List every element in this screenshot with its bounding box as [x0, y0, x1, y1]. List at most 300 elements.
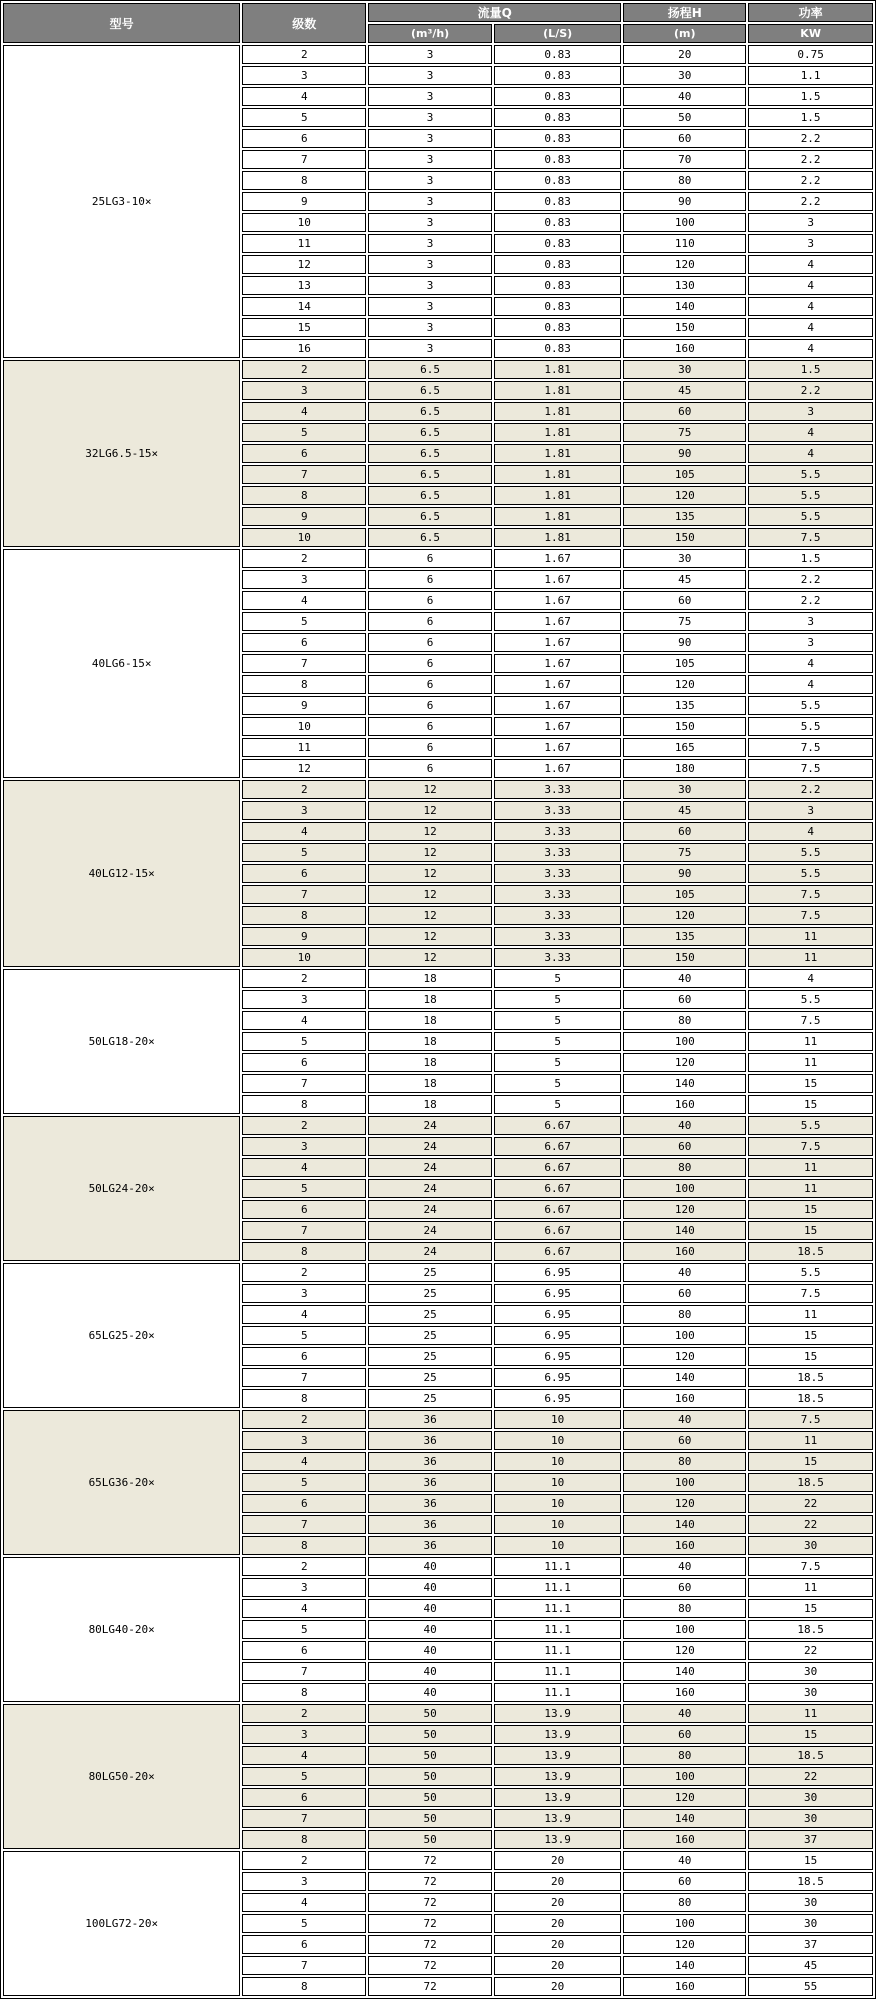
power-cell: 11: [748, 948, 873, 967]
flow-m3h-cell: 6: [368, 738, 492, 757]
power-cell: 1.5: [748, 108, 873, 127]
column-header-model: 型号: [3, 3, 240, 43]
table-row: [3, 1410, 873, 1429]
head-cell: 150: [623, 948, 746, 967]
flow-ls-cell: 11.1: [494, 1620, 621, 1639]
power-cell: 7.5: [748, 1410, 873, 1429]
model-group: [3, 360, 873, 547]
stages-cell: 7: [242, 1221, 366, 1240]
flow-m3h-cell: 36: [368, 1473, 492, 1492]
stages-cell: 8: [242, 1683, 366, 1702]
flow-m3h-cell: 6: [368, 717, 492, 736]
model-group: [3, 969, 873, 1114]
head-cell: 100: [623, 1767, 746, 1786]
head-cell: 70: [623, 150, 746, 169]
flow-m3h-cell: 72: [368, 1956, 492, 1975]
stages-cell: 5: [242, 423, 366, 442]
stages-cell: 10: [242, 213, 366, 232]
flow-ls-cell: 6.67: [494, 1221, 621, 1240]
flow-ls-cell: 13.9: [494, 1767, 621, 1786]
flow-m3h-cell: 50: [368, 1767, 492, 1786]
flow-ls-cell: 20: [494, 1893, 621, 1912]
power-cell: 5.5: [748, 990, 873, 1009]
stages-cell: 6: [242, 1347, 366, 1366]
model-group: [3, 1557, 873, 1702]
power-cell: 7.5: [748, 528, 873, 547]
stages-cell: 14: [242, 297, 366, 316]
flow-m3h-cell: 6: [368, 612, 492, 631]
stages-cell: 3: [242, 1431, 366, 1450]
power-cell: 18.5: [748, 1368, 873, 1387]
power-cell: 4: [748, 318, 873, 337]
head-cell: 30: [623, 360, 746, 379]
head-cell: 20: [623, 45, 746, 64]
stages-cell: 5: [242, 108, 366, 127]
flow-ls-cell: 1.67: [494, 633, 621, 652]
head-cell: 40: [623, 1851, 746, 1870]
stages-cell: 10: [242, 528, 366, 547]
flow-m3h-cell: 6: [368, 633, 492, 652]
flow-ls-cell: 6.95: [494, 1263, 621, 1282]
stages-cell: 7: [242, 1956, 366, 1975]
stages-cell: 3: [242, 381, 366, 400]
head-cell: 80: [623, 171, 746, 190]
head-cell: 120: [623, 255, 746, 274]
power-cell: 7.5: [748, 738, 873, 757]
stages-cell: 7: [242, 654, 366, 673]
stages-cell: 6: [242, 1788, 366, 1807]
flow-m3h-cell: 24: [368, 1242, 492, 1261]
flow-m3h-cell: 72: [368, 1914, 492, 1933]
power-cell: 30: [748, 1662, 873, 1681]
flow-ls-cell: 3.33: [494, 948, 621, 967]
column-header-flow-ls: (L/S): [494, 24, 621, 43]
flow-ls-cell: 1.81: [494, 423, 621, 442]
stages-cell: 8: [242, 171, 366, 190]
flow-m3h-cell: 3: [368, 318, 492, 337]
head-cell: 60: [623, 591, 746, 610]
power-cell: 15: [748, 1095, 873, 1114]
table-row: [3, 360, 873, 379]
model-cell: 50LG24-20×: [3, 1116, 240, 1261]
flow-ls-cell: 3.33: [494, 843, 621, 862]
flow-m3h-cell: 24: [368, 1200, 492, 1219]
head-cell: 105: [623, 654, 746, 673]
head-cell: 140: [623, 1074, 746, 1093]
flow-m3h-cell: 40: [368, 1683, 492, 1702]
power-cell: 2.2: [748, 570, 873, 589]
head-cell: 30: [623, 780, 746, 799]
flow-m3h-cell: 72: [368, 1935, 492, 1954]
stages-cell: 6: [242, 633, 366, 652]
head-cell: 90: [623, 444, 746, 463]
stages-cell: 7: [242, 150, 366, 169]
head-cell: 45: [623, 381, 746, 400]
table-row: [3, 1704, 873, 1723]
power-cell: 2.2: [748, 381, 873, 400]
flow-ls-cell: 3.33: [494, 801, 621, 820]
flow-ls-cell: 6.67: [494, 1242, 621, 1261]
stages-cell: 4: [242, 1305, 366, 1324]
head-cell: 105: [623, 465, 746, 484]
head-cell: 60: [623, 990, 746, 1009]
head-cell: 135: [623, 927, 746, 946]
table-row: [3, 1116, 873, 1135]
stages-cell: 6: [242, 1641, 366, 1660]
flow-ls-cell: 11.1: [494, 1557, 621, 1576]
head-cell: 160: [623, 1536, 746, 1555]
column-header-stages: 级数: [242, 3, 366, 43]
stages-cell: 2: [242, 1851, 366, 1870]
flow-ls-cell: 5: [494, 1074, 621, 1093]
head-cell: 60: [623, 822, 746, 841]
power-cell: 11: [748, 1179, 873, 1198]
power-cell: 30: [748, 1809, 873, 1828]
flow-m3h-cell: 6.5: [368, 381, 492, 400]
power-cell: 7.5: [748, 906, 873, 925]
head-cell: 140: [623, 1515, 746, 1534]
power-cell: 55: [748, 1977, 873, 1996]
flow-ls-cell: 0.83: [494, 171, 621, 190]
flow-ls-cell: 1.81: [494, 465, 621, 484]
stages-cell: 2: [242, 1557, 366, 1576]
stages-cell: 3: [242, 801, 366, 820]
stages-cell: 13: [242, 276, 366, 295]
flow-ls-cell: 5: [494, 1095, 621, 1114]
stages-cell: 3: [242, 1284, 366, 1303]
flow-ls-cell: 1.67: [494, 549, 621, 568]
flow-m3h-cell: 36: [368, 1494, 492, 1513]
flow-ls-cell: 1.67: [494, 759, 621, 778]
stages-cell: 8: [242, 1830, 366, 1849]
power-cell: 5.5: [748, 717, 873, 736]
model-cell: 40LG12-15×: [3, 780, 240, 967]
power-cell: 5.5: [748, 864, 873, 883]
stages-cell: 6: [242, 129, 366, 148]
head-cell: 160: [623, 1242, 746, 1261]
power-cell: 2.2: [748, 171, 873, 190]
head-cell: 60: [623, 1725, 746, 1744]
power-cell: 11: [748, 1578, 873, 1597]
head-cell: 75: [623, 843, 746, 862]
flow-ls-cell: 10: [494, 1473, 621, 1492]
stages-cell: 10: [242, 717, 366, 736]
head-cell: 105: [623, 885, 746, 904]
stages-cell: 4: [242, 1011, 366, 1030]
head-cell: 100: [623, 1914, 746, 1933]
flow-m3h-cell: 25: [368, 1284, 492, 1303]
flow-m3h-cell: 6.5: [368, 444, 492, 463]
stages-cell: 4: [242, 591, 366, 610]
flow-m3h-cell: 12: [368, 864, 492, 883]
flow-m3h-cell: 36: [368, 1431, 492, 1450]
stages-cell: 4: [242, 1452, 366, 1471]
stages-cell: 7: [242, 1662, 366, 1681]
stages-cell: 6: [242, 1935, 366, 1954]
head-cell: 60: [623, 1431, 746, 1450]
head-cell: 40: [623, 87, 746, 106]
head-cell: 120: [623, 1347, 746, 1366]
flow-ls-cell: 6.95: [494, 1326, 621, 1345]
flow-m3h-cell: 6: [368, 591, 492, 610]
stages-cell: 4: [242, 1893, 366, 1912]
power-cell: 0.75: [748, 45, 873, 64]
flow-m3h-cell: 72: [368, 1872, 492, 1891]
flow-ls-cell: 13.9: [494, 1704, 621, 1723]
power-cell: 22: [748, 1494, 873, 1513]
stages-cell: 2: [242, 45, 366, 64]
head-cell: 120: [623, 1935, 746, 1954]
flow-m3h-cell: 50: [368, 1725, 492, 1744]
stages-cell: 6: [242, 1494, 366, 1513]
flow-ls-cell: 0.83: [494, 108, 621, 127]
head-cell: 120: [623, 1788, 746, 1807]
head-cell: 80: [623, 1893, 746, 1912]
power-cell: 5.5: [748, 1263, 873, 1282]
flow-ls-cell: 10: [494, 1536, 621, 1555]
flow-m3h-cell: 6: [368, 570, 492, 589]
power-cell: 2.2: [748, 150, 873, 169]
stages-cell: 8: [242, 1536, 366, 1555]
flow-m3h-cell: 12: [368, 885, 492, 904]
stages-cell: 8: [242, 1389, 366, 1408]
flow-m3h-cell: 25: [368, 1263, 492, 1282]
flow-m3h-cell: 18: [368, 990, 492, 1009]
table-row: [3, 969, 873, 988]
power-cell: 4: [748, 675, 873, 694]
flow-m3h-cell: 3: [368, 276, 492, 295]
flow-m3h-cell: 24: [368, 1116, 492, 1135]
model-cell: 50LG18-20×: [3, 969, 240, 1114]
head-cell: 120: [623, 486, 746, 505]
flow-m3h-cell: 3: [368, 192, 492, 211]
stages-cell: 7: [242, 885, 366, 904]
flow-ls-cell: 6.67: [494, 1200, 621, 1219]
head-cell: 160: [623, 1389, 746, 1408]
model-group: [3, 549, 873, 778]
stages-cell: 9: [242, 507, 366, 526]
flow-m3h-cell: 24: [368, 1179, 492, 1198]
flow-ls-cell: 11.1: [494, 1578, 621, 1597]
model-cell: 32LG6.5-15×: [3, 360, 240, 547]
flow-m3h-cell: 50: [368, 1809, 492, 1828]
stages-cell: 11: [242, 738, 366, 757]
flow-m3h-cell: 40: [368, 1662, 492, 1681]
power-cell: 11: [748, 927, 873, 946]
power-cell: 7.5: [748, 759, 873, 778]
column-header-flow-m3h: (m³/h): [368, 24, 492, 43]
head-cell: 90: [623, 864, 746, 883]
power-cell: 4: [748, 444, 873, 463]
flow-ls-cell: 20: [494, 1935, 621, 1954]
flow-m3h-cell: 6: [368, 654, 492, 673]
model-cell: 25LG3-10×: [3, 45, 240, 358]
column-header-head-unit: (m): [623, 24, 746, 43]
stages-cell: 4: [242, 87, 366, 106]
flow-m3h-cell: 12: [368, 801, 492, 820]
power-cell: 15: [748, 1326, 873, 1345]
model-group: [3, 780, 873, 967]
flow-ls-cell: 6.67: [494, 1116, 621, 1135]
stages-cell: 10: [242, 948, 366, 967]
flow-ls-cell: 1.67: [494, 654, 621, 673]
power-cell: 5.5: [748, 843, 873, 862]
head-cell: 40: [623, 1410, 746, 1429]
flow-ls-cell: 5: [494, 1053, 621, 1072]
power-cell: 7.5: [748, 1557, 873, 1576]
flow-ls-cell: 1.67: [494, 612, 621, 631]
table-row: [3, 549, 873, 568]
power-cell: 2.2: [748, 591, 873, 610]
power-cell: 5.5: [748, 486, 873, 505]
flow-ls-cell: 0.83: [494, 66, 621, 85]
flow-ls-cell: 5: [494, 1011, 621, 1030]
flow-ls-cell: 10: [494, 1431, 621, 1450]
flow-m3h-cell: 18: [368, 1053, 492, 1072]
stages-cell: 6: [242, 444, 366, 463]
flow-m3h-cell: 6.5: [368, 507, 492, 526]
column-header-flow: 流量Q: [368, 3, 621, 22]
power-cell: 37: [748, 1935, 873, 1954]
flow-ls-cell: 5: [494, 969, 621, 988]
flow-ls-cell: 3.33: [494, 864, 621, 883]
flow-ls-cell: 0.83: [494, 213, 621, 232]
head-cell: 100: [623, 1032, 746, 1051]
power-cell: 3: [748, 801, 873, 820]
flow-ls-cell: 13.9: [494, 1788, 621, 1807]
head-cell: 140: [623, 1809, 746, 1828]
head-cell: 150: [623, 318, 746, 337]
head-cell: 150: [623, 528, 746, 547]
column-header-power-unit: KW: [748, 24, 873, 43]
power-cell: 7.5: [748, 1137, 873, 1156]
head-cell: 75: [623, 612, 746, 631]
flow-m3h-cell: 3: [368, 108, 492, 127]
flow-ls-cell: 0.83: [494, 276, 621, 295]
flow-ls-cell: 11.1: [494, 1662, 621, 1681]
flow-m3h-cell: 50: [368, 1746, 492, 1765]
flow-ls-cell: 3.33: [494, 927, 621, 946]
head-cell: 60: [623, 1578, 746, 1597]
power-cell: 4: [748, 297, 873, 316]
head-cell: 40: [623, 1557, 746, 1576]
column-header-power: 功率: [748, 3, 873, 22]
power-cell: 2.2: [748, 780, 873, 799]
flow-ls-cell: 11.1: [494, 1641, 621, 1660]
power-cell: 18.5: [748, 1473, 873, 1492]
flow-m3h-cell: 12: [368, 843, 492, 862]
power-cell: 1.5: [748, 549, 873, 568]
flow-m3h-cell: 25: [368, 1305, 492, 1324]
head-cell: 40: [623, 969, 746, 988]
stages-cell: 2: [242, 969, 366, 988]
power-cell: 11: [748, 1431, 873, 1450]
model-group: [3, 1851, 873, 1996]
power-cell: 15: [748, 1074, 873, 1093]
head-cell: 100: [623, 1620, 746, 1639]
flow-ls-cell: 3.33: [494, 822, 621, 841]
stages-cell: 5: [242, 1326, 366, 1345]
head-cell: 120: [623, 1200, 746, 1219]
model-group: [3, 1704, 873, 1849]
stages-cell: 5: [242, 1767, 366, 1786]
table-row: [3, 780, 873, 799]
head-cell: 80: [623, 1452, 746, 1471]
flow-ls-cell: 13.9: [494, 1725, 621, 1744]
head-cell: 80: [623, 1011, 746, 1030]
head-cell: 45: [623, 570, 746, 589]
flow-m3h-cell: 3: [368, 45, 492, 64]
flow-m3h-cell: 6.5: [368, 360, 492, 379]
power-cell: 4: [748, 822, 873, 841]
stages-cell: 3: [242, 1872, 366, 1891]
stages-cell: 5: [242, 1032, 366, 1051]
flow-ls-cell: 13.9: [494, 1746, 621, 1765]
head-cell: 100: [623, 213, 746, 232]
stages-cell: 7: [242, 465, 366, 484]
stages-cell: 3: [242, 570, 366, 589]
head-cell: 140: [623, 1221, 746, 1240]
head-cell: 100: [623, 1473, 746, 1492]
flow-ls-cell: 1.81: [494, 444, 621, 463]
head-cell: 140: [623, 1662, 746, 1681]
flow-ls-cell: 1.81: [494, 528, 621, 547]
flow-m3h-cell: 36: [368, 1536, 492, 1555]
flow-ls-cell: 0.83: [494, 318, 621, 337]
head-cell: 120: [623, 675, 746, 694]
flow-ls-cell: 6.95: [494, 1347, 621, 1366]
power-cell: 1.5: [748, 87, 873, 106]
flow-m3h-cell: 12: [368, 927, 492, 946]
table-row: [3, 1851, 873, 1870]
head-cell: 40: [623, 1116, 746, 1135]
flow-ls-cell: 0.83: [494, 255, 621, 274]
flow-ls-cell: 20: [494, 1872, 621, 1891]
power-cell: 5.5: [748, 507, 873, 526]
head-cell: 160: [623, 1830, 746, 1849]
power-cell: 3: [748, 612, 873, 631]
flow-ls-cell: 1.81: [494, 507, 621, 526]
head-cell: 120: [623, 1641, 746, 1660]
model-cell: 40LG6-15×: [3, 549, 240, 778]
stages-cell: 2: [242, 1704, 366, 1723]
flow-m3h-cell: 25: [368, 1368, 492, 1387]
power-cell: 15: [748, 1452, 873, 1471]
flow-ls-cell: 20: [494, 1956, 621, 1975]
power-cell: 7.5: [748, 1284, 873, 1303]
stages-cell: 2: [242, 780, 366, 799]
stages-cell: 9: [242, 696, 366, 715]
stages-cell: 12: [242, 255, 366, 274]
stages-cell: 7: [242, 1809, 366, 1828]
flow-ls-cell: 10: [494, 1515, 621, 1534]
power-cell: 7.5: [748, 1011, 873, 1030]
flow-m3h-cell: 25: [368, 1389, 492, 1408]
stages-cell: 9: [242, 927, 366, 946]
power-cell: 4: [748, 255, 873, 274]
head-cell: 100: [623, 1179, 746, 1198]
head-cell: 80: [623, 1305, 746, 1324]
flow-m3h-cell: 12: [368, 906, 492, 925]
head-cell: 60: [623, 129, 746, 148]
head-cell: 80: [623, 1158, 746, 1177]
flow-m3h-cell: 3: [368, 213, 492, 232]
head-cell: 140: [623, 1368, 746, 1387]
flow-ls-cell: 11.1: [494, 1683, 621, 1702]
flow-m3h-cell: 40: [368, 1620, 492, 1639]
head-cell: 160: [623, 1683, 746, 1702]
power-cell: 18.5: [748, 1746, 873, 1765]
